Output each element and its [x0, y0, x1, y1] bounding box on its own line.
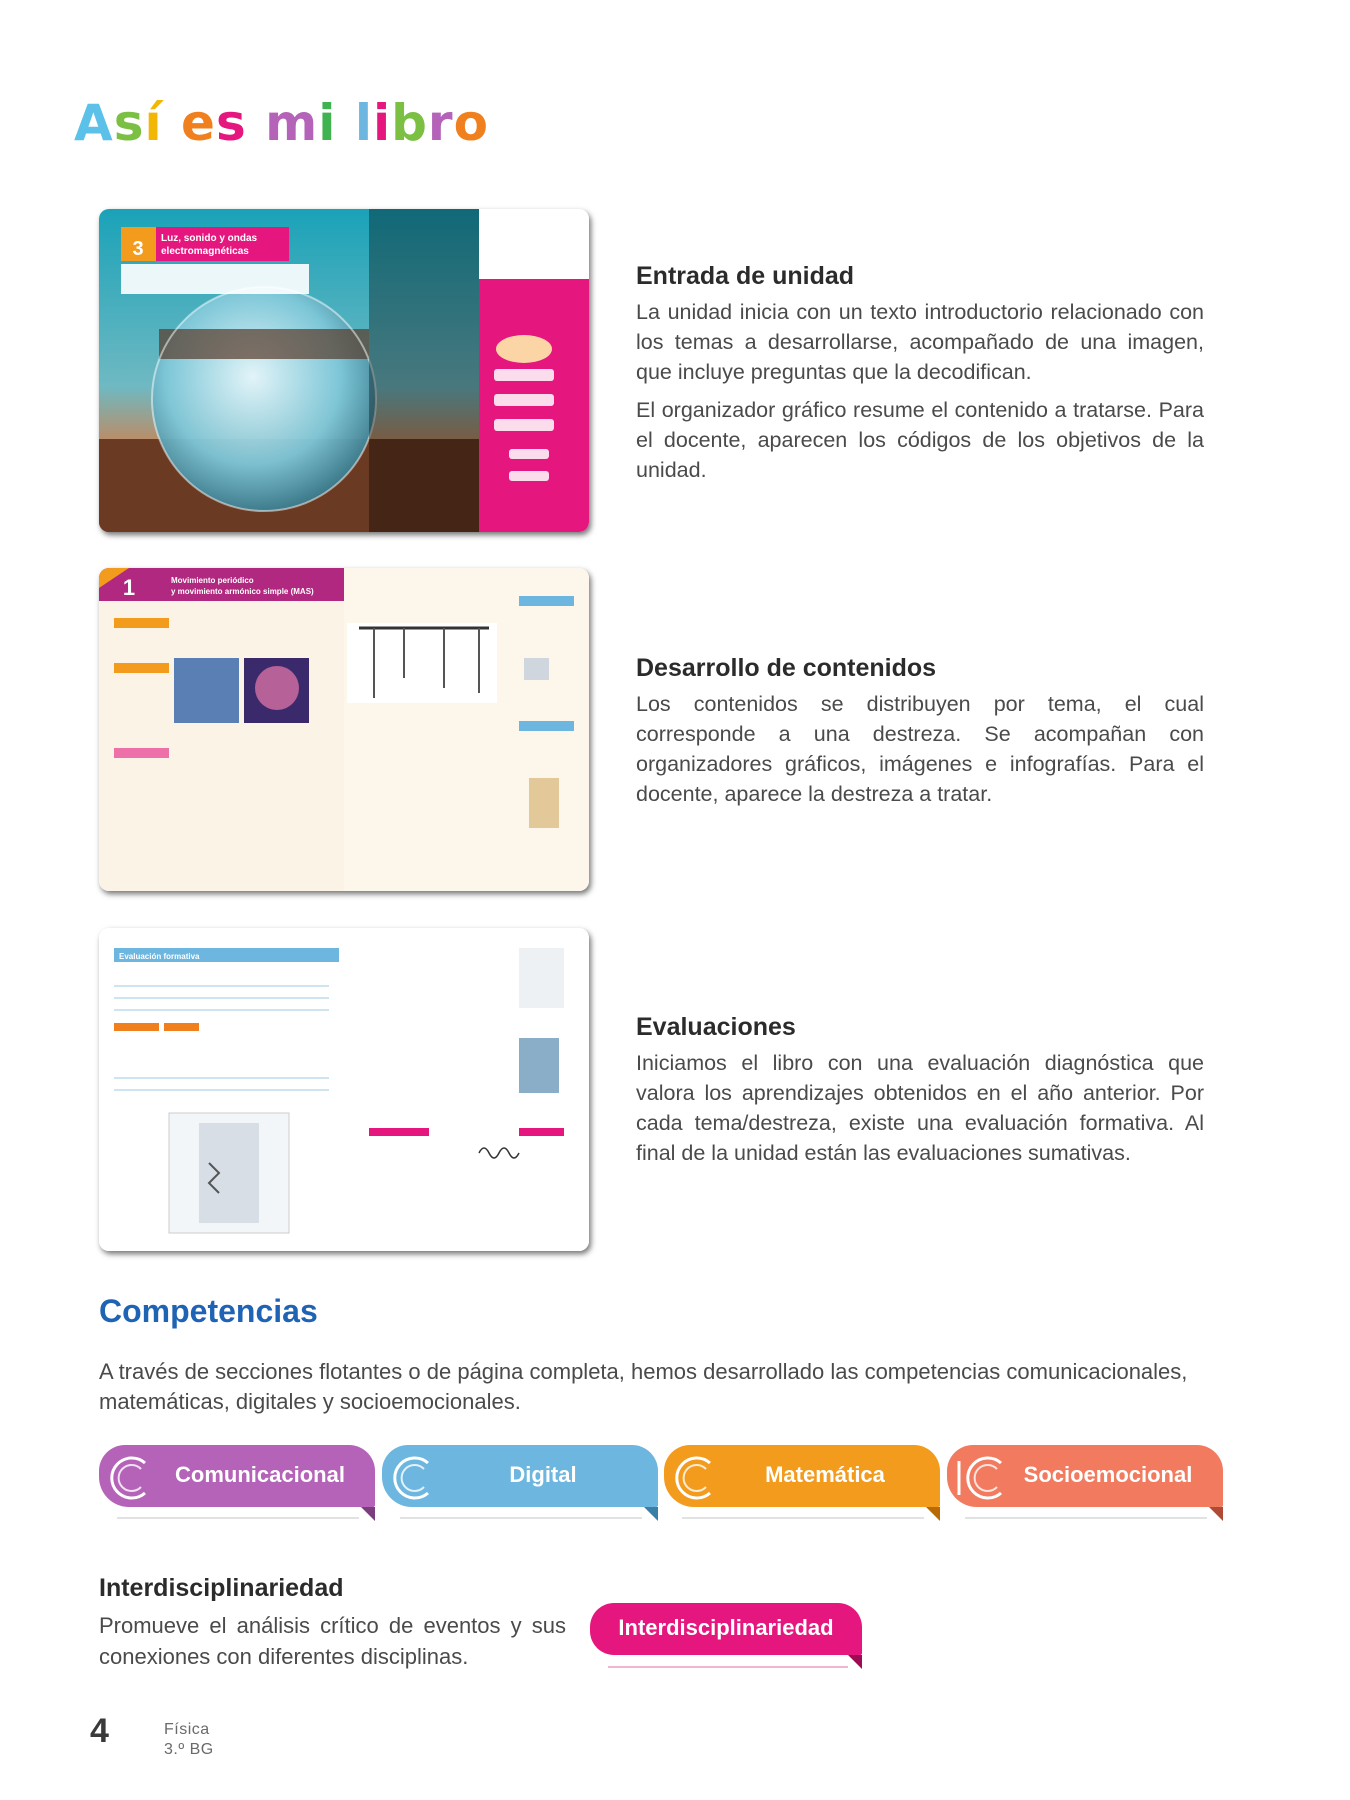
evaluation-thumbnail — [99, 928, 589, 1251]
socioemocional-label: Socioemocional — [1023, 1462, 1193, 1487]
title-letter — [247, 88, 265, 158]
footer-subject — [164, 1720, 214, 1760]
title-letter: i — [372, 94, 392, 152]
title-letter: m — [265, 94, 319, 152]
content-development-heading: Desarrollo de contenidos — [636, 654, 937, 682]
unit-title-line-1: Luz, sonido y ondas — [161, 233, 258, 244]
page-title — [74, 88, 489, 158]
title-letter: A — [74, 94, 114, 152]
evaluations-section — [636, 1013, 1204, 1176]
subject-name: Física — [164, 1721, 210, 1738]
matematica-tab — [664, 1445, 940, 1525]
content-thumbnail — [99, 568, 589, 891]
unit-title-line-2: electromagnéticas — [161, 246, 249, 257]
interdisciplinariedad-label: Interdisciplinariedad — [618, 1615, 834, 1640]
title-letter: i — [318, 94, 337, 152]
digital-label: Digital — [509, 1462, 577, 1487]
title-letter: e — [181, 94, 216, 152]
unit-entry-paragraph-2: El organizador gráfico resume el contenido a tratarse. Para el docente, aparecen los códigos de los objetivos de la unidad. — [636, 398, 1204, 482]
title-letter — [163, 88, 181, 158]
page-number: 4 — [90, 1712, 109, 1750]
matematica-label: Matemática — [765, 1462, 885, 1487]
content-development-paragraph: Los contenidos se distribuyen por tema, el cual corresponde a una destreza. Se acompañan con organizadores gráficos, imágenes e infografías. Para el docente, aparece la destreza a tratar. — [636, 692, 1204, 806]
competencias-text: A través de secciones flotantes o de página completa, hemos desarrollado las competencias comunicacionales, matemáticas, digitales y socioemocionales. — [99, 1359, 1188, 1414]
unit-entry-thumbnail — [99, 209, 589, 532]
topic-title-line-1: Movimiento periódico — [171, 576, 254, 585]
unit-entry-paragraph-1: La unidad inicia con un texto introductorio relacionado con los temas a desarrollarse, acompañado de una imagen, que incluye preguntas que la decodifican. — [636, 300, 1204, 384]
title-letter: o — [453, 94, 489, 152]
evaluation-header: Evaluación formativa — [119, 952, 200, 961]
c-logo-icon — [105, 1453, 157, 1503]
unit-entry-section — [636, 262, 1204, 493]
title-letter — [336, 88, 354, 158]
unit-number: 3 — [132, 238, 144, 260]
content-development-section — [636, 654, 1204, 817]
evaluations-heading: Evaluaciones — [636, 1013, 796, 1041]
socioemocional-tab — [947, 1445, 1223, 1525]
comunicacional-label: Comunicacional — [175, 1462, 345, 1487]
interdisciplinariedad-text: Promueve el análisis crítico de eventos y sus conexiones con diferentes disciplinas. — [99, 1613, 566, 1669]
title-letter: b — [391, 94, 428, 152]
title-letter: r — [427, 94, 454, 152]
c-logo-icon — [388, 1453, 440, 1503]
grade-level: 3.º BG — [164, 1741, 214, 1758]
title-letter: s — [215, 94, 247, 152]
interdisciplinariedad-title: Interdisciplinariedad — [99, 1574, 344, 1602]
topic-title-line-2: y movimiento armónico simple (MAS) — [171, 587, 314, 596]
topic-number: 1 — [122, 575, 136, 600]
competencias-title: Competencias — [99, 1293, 318, 1329]
c-logo-icon — [670, 1453, 722, 1503]
title-letter: l — [354, 94, 373, 152]
evaluations-paragraph: Iniciamos el libro con una evaluación diagnóstica que valora los aprendizajes obtenidos en el año anterior. Por cada tema/destreza, existe una evaluación formativa. Al final de la unidad están las evaluaciones sumativas. — [636, 1051, 1204, 1165]
digital-tab — [382, 1445, 658, 1525]
unit-entry-heading: Entrada de unidad — [636, 262, 855, 290]
comunicacional-tab — [99, 1445, 375, 1525]
title-letter: s — [113, 94, 145, 152]
title-letter: í — [144, 94, 163, 152]
interdisciplinariedad-tab — [590, 1603, 862, 1673]
